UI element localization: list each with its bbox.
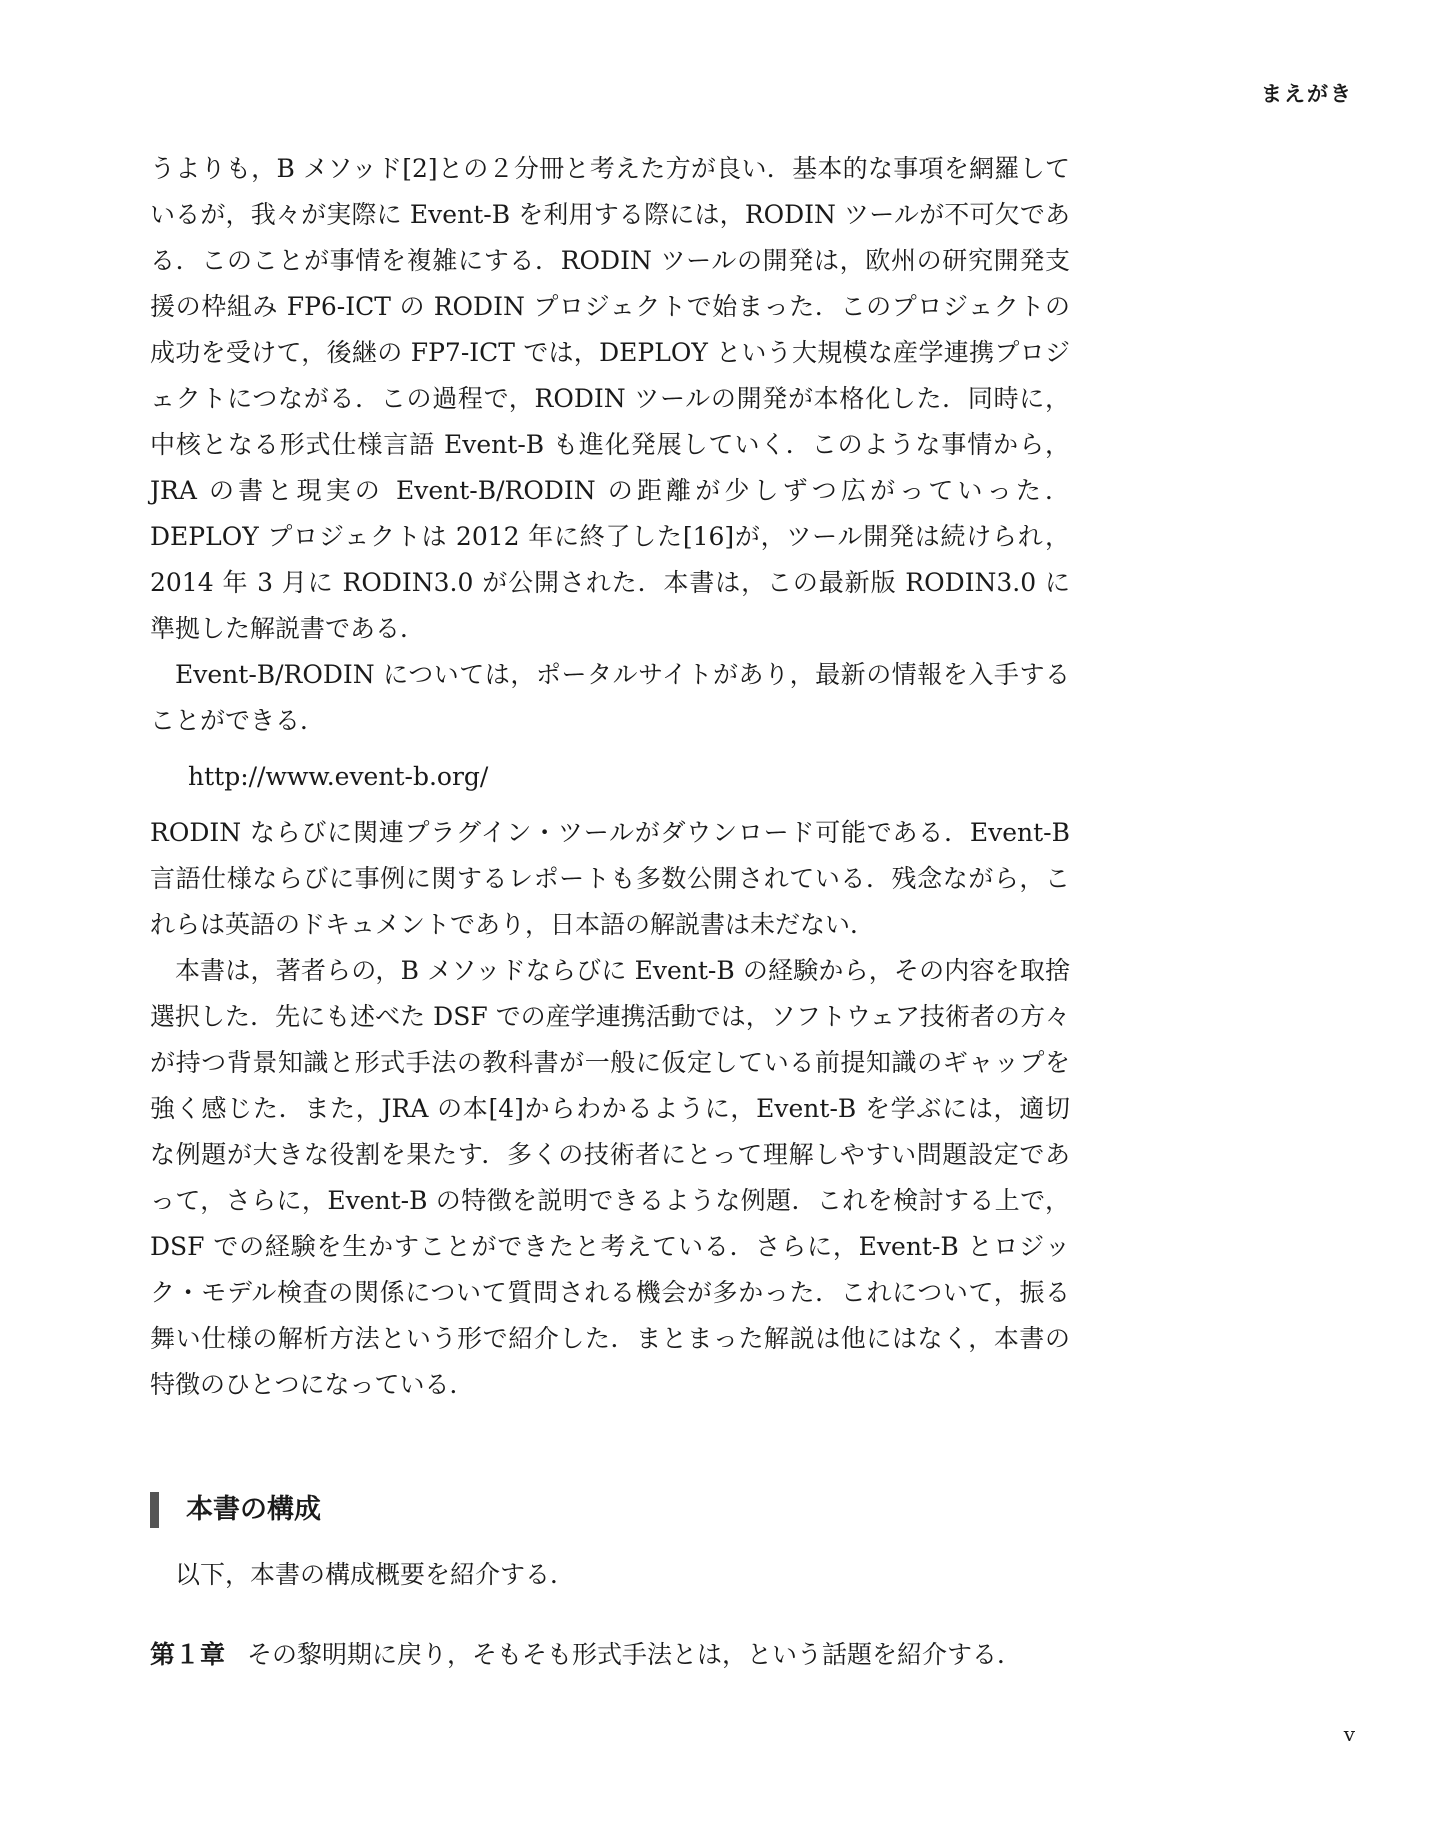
- portal-url: http://www.event-b.org/: [188, 762, 489, 791]
- paragraph-3: RODIN ならびに関連プラグイン・ツールがダウンロード可能である．Event-B 言語仕様ならびに事例に関するレポートも多数公開されている．残念ながら，これらは英語のドキュメントであり，日本語の解説書は未だない．: [150, 818, 1070, 939]
- running-head: まえがき: [1261, 82, 1353, 106]
- section-intro: 以下，本書の構成概要を紹介する．: [175, 1560, 576, 1589]
- chapter-description: その黎明期に戻り，そもそも形式手法とは，という話題を紹介する．: [247, 1640, 1023, 1669]
- page-body: [150, 146, 1070, 1678]
- chapter-item-1: [150, 1632, 1070, 1678]
- page-number: v: [1343, 1722, 1355, 1746]
- heading-bar-icon: [150, 1492, 159, 1528]
- paragraph-1: うよりも，B メソッド[2]との２分冊と考えた方が良い．基本的な事項を網羅しているが，我々が実際に Event-B を利用する際には，RODIN ツールが不可欠である．このことが事情を複雑にする．RODIN ツールの開発は，欧州の研究開発支援の枠組み FP6-ICT の RODIN プロジェクトで始まった．このプロジェクトの成功を受けて，後継の FP7-ICT では，DEPLOY という大規模な産学連携プロジェクトにつながる．この過程で，RODIN ツールの開発が本格化した．同時に，中核となる形式仕様言語 Event-B も進化発展していく．このような事情から，JRA の書と現実の Event-B/RODIN の距離が少しずつ広がっていった．DEPLOY プロジェクトは 2012 年に終了した[16]が，ツール開発は続けられ，2014 年 3 月に RODIN3.0 が公開された．本書は，この最新版 RODIN3.0 に準拠した解説書である．: [150, 154, 1070, 643]
- paragraph-4: 本書は，著者らの，B メソッドならびに Event-B の経験から，その内容を取捨選択した．先にも述べた DSF での産学連携活動では，ソフトウェア技術者の方々が持つ背景知識と形式手法の教科書が一般に仮定している前提知識のギャップを強く感じた．また，JRA の本[4]からわかるように，Event-B を学ぶには，適切な例題が大きな役割を果たす．多くの技術者にとって理解しやすい問題設定であって，さらに，Event-B の特徴を説明できるような例題．これを検討する上で，DSF での経験を生かすことができたと考えている．さらに，Event-B とロジック・モデル検査の関係について質問される機会が多かった．これについて，振る舞い仕様の解析方法という形で紹介した．まとまった解説は他にはなく，本書の特徴のひとつになっている．: [150, 956, 1070, 1399]
- section-heading-text: 本書の構成: [186, 1494, 321, 1525]
- section-heading: [150, 1490, 1070, 1530]
- chapter-label: 第１章: [150, 1640, 226, 1669]
- paragraph-2: Event-B/RODIN については，ポータルサイトがあり，最新の情報を入手することができる．: [150, 660, 1070, 735]
